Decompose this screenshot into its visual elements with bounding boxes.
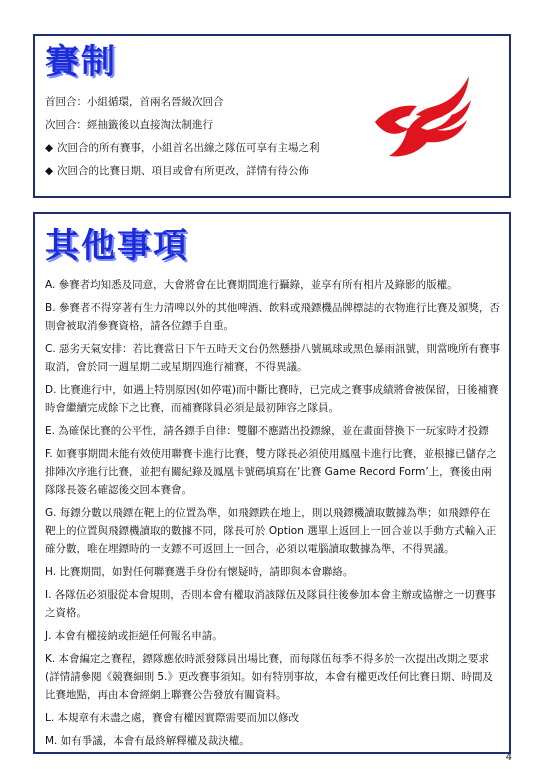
format-line: 次回合：經抽籤後以直接淘汰制進行 xyxy=(45,119,213,131)
list-item: J. 本會有權接納或拒絕任何報名申請。 xyxy=(45,630,223,642)
list-item: H. 比賽期間，如對任何聯賽選手身份有懷疑時，請即與本會聯絡。 xyxy=(45,566,354,578)
list-item: G. 每鏢分數以飛鏢在靶上的位置為準，如飛鏢跌在地上，則以飛鏢機讀取數據為準；如飛鏢停在靶上的位置與飛鏢機讀取的數據不同，隊長可於 Option 選單上返回上一回合並以手動方式輸入正確分數，唯在埋鏢時的一支鏢不可返回上一回合，必須以電腦讀取數據為準，不得異議。 xyxy=(45,507,497,555)
page-number: 4 xyxy=(505,752,512,763)
list-item: E. 為確保比賽的公平性，請各鏢手自律：雙腳不應踏出投鏢線，並在畫面替換下一玩家時才投鏢 xyxy=(45,425,489,437)
list-item: D. 比賽進行中，如遇上特別原因(如停電)而中斷比賽時，已完成之賽事成績將會被保留，日後補賽時會繼續完成餘下之比賽，而補賽隊員必須是最初陣容之隊員。 xyxy=(45,384,499,414)
list-item: C. 惡劣天氣安排：若比賽當日下午五時天文台仍然懸掛八號風球或黑色暴雨訊號，則當晚所有賽事取消，會於同一週星期二或星期四進行補賽，不得異議。 xyxy=(45,343,501,373)
diamond-bullet-icon: ◆ xyxy=(45,142,54,154)
list-item: I. 各隊伍必須服從本會規則，否則本會有權取消該隊伍及隊員往後參加本會主辦或協辦之一切賽事之資格。 xyxy=(45,589,496,619)
section-title-format: 賽制 xyxy=(45,42,117,82)
other-items-list xyxy=(45,276,500,755)
list-item: M. 如有爭議，本會有最終解釋權及裁決權。 xyxy=(45,735,250,747)
section-title-other: 其他事項 xyxy=(45,226,189,266)
list-item: F. 如賽事期間未能有效使用聯賽卡進行比賽，雙方隊長必須使用鳳凰卡進行比賽，並根據已儲存之排陣次序進行比賽，並把有關紀錄及鳳凰卡號碼填寫在’比賽 Game Record Form’上，賽後由兩隊隊長簽名確認後交回本賽會。 xyxy=(45,448,498,496)
diamond-bullet-icon: ◆ xyxy=(45,165,54,177)
flame-dart-logo-icon xyxy=(365,70,475,166)
format-line: ◆ 次回合的比賽日期、項目或會有所更改，詳情有待公佈 xyxy=(45,165,309,177)
format-line: ◆ 次回合的所有賽事，小組首名出線之隊伍可享有主場之利 xyxy=(45,142,320,154)
format-line: 首回合：小組循環，首兩名晉級次回合 xyxy=(45,96,224,108)
list-item: L. 本規章有未盡之處，賽會有權因實際需要而加以修改 xyxy=(45,712,300,724)
list-item: A. 參賽者均知悉及同意，大會將會在比賽期間進行攝錄，並享有所有相片及錄影的版權。 xyxy=(45,279,458,291)
list-item: B. 參賽者不得穿著有生力清啤以外的其他啤酒、飲料或飛鏢機品牌標誌的衣物進行比賽及頒獎，否則會被取消參賽資格，請各位鏢手自重。 xyxy=(45,302,500,332)
format-list xyxy=(45,96,365,188)
section-box-other xyxy=(33,212,511,754)
section-box-format xyxy=(33,34,511,198)
list-item: K. 本會編定之賽程，鏢隊應依時派發隊員出場比賽，而每隊伍每季不得多於一次提出改期之要求(詳情請參閱《競賽細則 5.》更改賽事須知。如有特別事故，本會有權更改任何比賽日期、時間及比賽地點，再由本會經網上聯賽公告發放有關資料。 xyxy=(45,653,493,701)
